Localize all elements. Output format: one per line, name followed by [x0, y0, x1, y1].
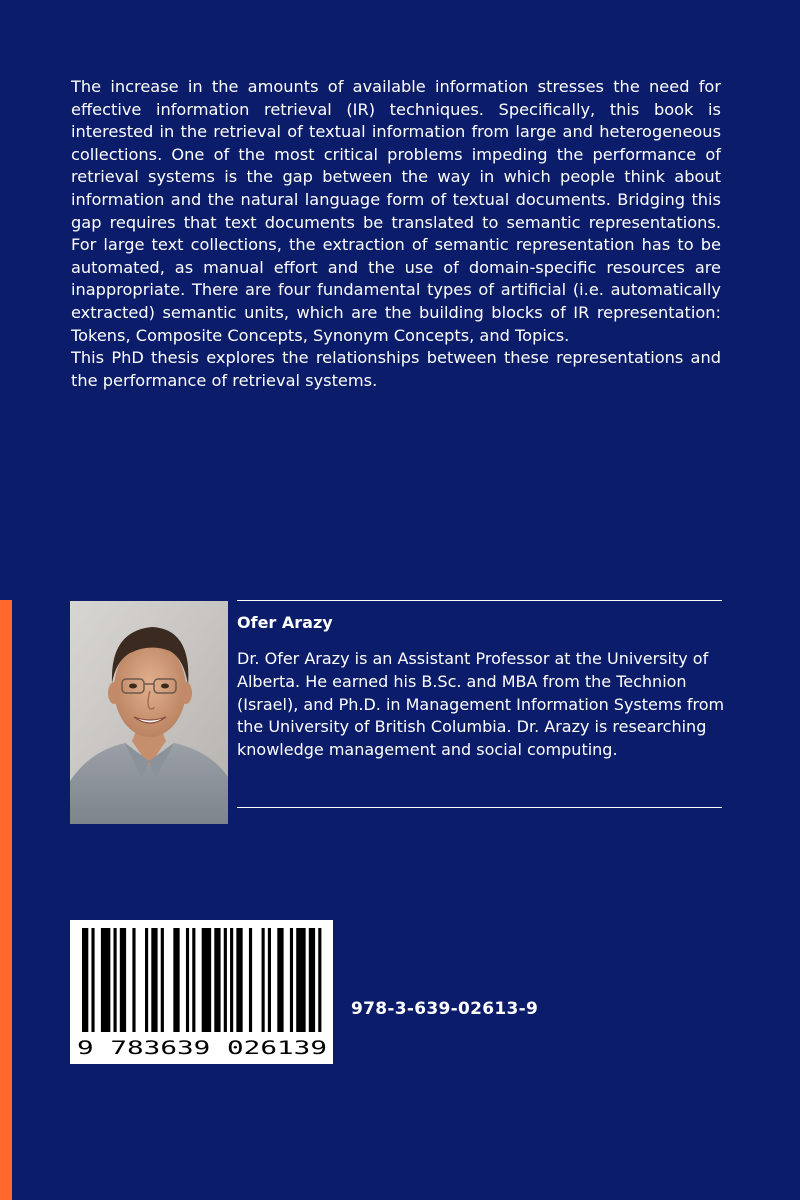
author-top-rule [237, 600, 722, 601]
barcode-bar [290, 928, 293, 1032]
barcode-bar [114, 928, 117, 1032]
barcode-bar [186, 928, 189, 1032]
barcode-bar [309, 928, 315, 1032]
barcode-bar [120, 928, 126, 1032]
barcode-bar [202, 928, 211, 1032]
barcode-bar [224, 928, 227, 1032]
barcode-bar [91, 928, 94, 1032]
barcode-bar [236, 928, 242, 1032]
barcode-bar [268, 928, 271, 1032]
author-name: Ofer Arazy [237, 613, 333, 632]
barcode-bar [277, 928, 283, 1032]
isbn-number: 978-3-639-02613-9 [351, 999, 539, 1019]
barcode-bar [145, 928, 148, 1032]
isbn-barcode [70, 920, 333, 1064]
barcode-bar [318, 928, 321, 1032]
blurb-paragraph-2: This PhD thesis explores the relationships between these representations and the performance of retrieval systems. [71, 348, 721, 390]
author-portrait-icon [70, 601, 228, 824]
author-bottom-rule [237, 807, 722, 808]
barcode-bar [82, 928, 88, 1032]
barcode-bar [101, 928, 110, 1032]
barcode-bar [230, 928, 233, 1032]
barcode-bar [262, 928, 265, 1032]
author-bio: Dr. Ofer Arazy is an Assistant Professor at the University of Alberta. He earned his B.Sc. and MBA from the Technion (Israel), and Ph.D. in Management Information Systems from the University of British Columbia. Dr. Arazy is researching knowledge management and social computing. [237, 649, 725, 760]
barcode-digits: 9 783639 026139 [77, 1037, 327, 1059]
barcode-bar [161, 928, 164, 1032]
barcode-bar [132, 928, 135, 1032]
blurb-paragraph-1: The increase in the amounts of available information stresses the need for effective information retrieval (IR) techniques. Specifically, this book is interested in the retrieval of textual information from large and heterogeneous collections. One of the most critical problems impeding the performance of retrieval systems is the gap between the way in which people think about information and the natural language form of textual documents. Bridging this gap requires that text documents be translated to semantic representations. For large text collections, the extraction of semantic representation has to be automated, as manual effort and the use of domain-specific resources are inappropriate. There are four fundamental types of artificial (i.e. automatically extracted) semantic units, which are the building blocks of IR representation: Tokens, Composite Concepts, Synonym Concepts, and Topics. [71, 77, 721, 345]
orange-edge-stripe [0, 600, 12, 1200]
barcode-bars [70, 920, 333, 1064]
barcode-bar [173, 928, 179, 1032]
barcode-bar [151, 928, 157, 1032]
barcode-bar [214, 928, 220, 1032]
barcode-bar [296, 928, 305, 1032]
barcode-bar [192, 928, 195, 1032]
barcode-bar [249, 928, 252, 1032]
author-photo [70, 601, 228, 824]
book-blurb [71, 76, 721, 392]
